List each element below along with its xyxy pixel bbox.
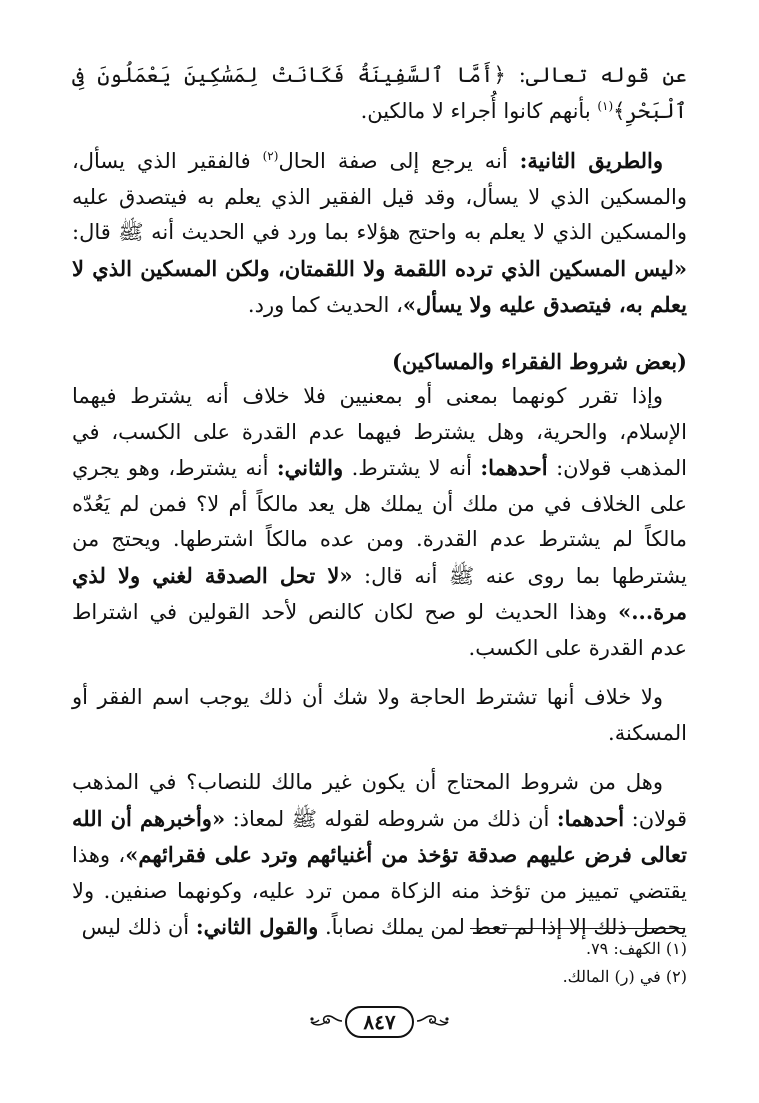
hadith-quote: «وأخبرهم أن الله تعالى فرض عليهم صدقة تؤخذ من أغنيائهم وترد على فقرائهم» — [72, 805, 688, 867]
paragraph-text: أن ذلك من شروطه لقوله ﷺ لمعاذ: — [225, 806, 557, 831]
paragraph-4: ولا خلاف أنها تشترط الحاجة ولا شك أن ذلك يوجب اسم الفقر أو المسكنة. — [72, 685, 687, 745]
paragraph-text: وإذا تقرر كونهما بمعنى أو بمعنيين فلا خلاف أنه يشترط فيهما الإسلام، والحرية، وهل يشترط فيهما عدم القدرة على الكسب، في المذهب قولان: — [72, 384, 687, 480]
main-text — [72, 58, 687, 946]
section-lead: والطريق الثانية: — [519, 148, 663, 173]
paragraph-text: فالفقير الذي يسأل، والمسكين الذي لا يسأل، وقد قيل الفقير الذي يعلم به فيتصدق عليه والمسكين الذي لا يعلم به واحتج هؤلاء بما ورد في الحديث أنه ﷺ قال: — [72, 149, 687, 244]
verse-quote: عن قوله تعالى: ﴿أَمَّا ٱلسَّفِينَةُ فَكَانَتْ لِمَسَٰكِينَ يَعْمَلُونَ فِى ٱلْبَحْرِ﴾ — [72, 63, 687, 123]
page-number-area — [0, 1006, 759, 1038]
section-heading: (بعض شروط الفقراء والمساكين) — [392, 348, 687, 374]
paragraph-text: ، وهذا يقتضي تمييز من تؤخذ منه الزكاة ممن ترد عليه، وكونهما صنفين. ولا يحصل ذلك إلا إذا لم تعط لمن يملك نصاباً. — [72, 843, 687, 939]
footnote-1: (١) الكهف: ٧٩. — [585, 939, 687, 958]
page-number-frame — [309, 1006, 449, 1038]
opinion-label-1: أحدهما: — [480, 455, 548, 480]
paragraph-3 — [72, 379, 687, 666]
paragraph-2 — [72, 143, 687, 324]
hadith-quote: «لا تحل الصدقة لغني ولا لذي مرة...» — [72, 562, 687, 624]
page-number: ٨٤٧ — [345, 1006, 413, 1038]
opinion-label-1: أحدهما: — [556, 805, 625, 831]
paragraph-text: أنه يشترط، وهو يجري على الخلاف في من ملك أن يملك هل يعد مالكاً أم لا؟ فمن لم يَعُدّه مالكاً لم يشترط عدم القدرة. ومن عده مالكاً اشترطها. ويحتج من يشترطها بما روى عنه ﷺ أنه قال: — [72, 456, 688, 588]
footnote-ref-2: (٢) — [262, 149, 279, 163]
paragraph-text: وهذا الحديث لو صح لكان كالنص لأحد القولين في اشتراط عدم القدرة على الكسب. — [72, 600, 687, 660]
paragraph-text: أنه لا يشترط. — [343, 456, 481, 480]
paragraph-text: بأنهم كانوا أُجراء لا مالكين. — [360, 98, 598, 123]
paragraph-text: ، الحديث كما ورد. — [247, 293, 403, 317]
paragraph-text: أن ذلك ليس — [81, 915, 196, 939]
opinion-label-2: والثاني: — [276, 455, 344, 480]
hadith-quote: «ليس المسكين الذي ترده اللقمة ولا اللقمتان، ولكن المسكين الذي لا يعلم به، فيتصدق عليه ولا يسأل» — [72, 255, 687, 317]
paragraph-text: أنه يرجع إلى صفة الحال — [278, 149, 520, 173]
footnote-2: (٢) في (ر) المالك. — [562, 967, 687, 986]
paragraph-1 — [72, 58, 687, 129]
footnotes — [563, 935, 687, 991]
flourish-left-icon — [309, 1013, 343, 1029]
opinion-label-2: والقول الثاني: — [195, 914, 319, 939]
paragraph-5 — [72, 765, 687, 946]
footnote-ref-1: (١) — [597, 98, 614, 113]
flourish-right-icon — [416, 1013, 450, 1029]
paragraph-text: وهل من شروط المحتاج أن يكون غير مالك للنصاب؟ في المذهب قولان: — [72, 770, 687, 831]
footnote-divider — [470, 928, 684, 929]
